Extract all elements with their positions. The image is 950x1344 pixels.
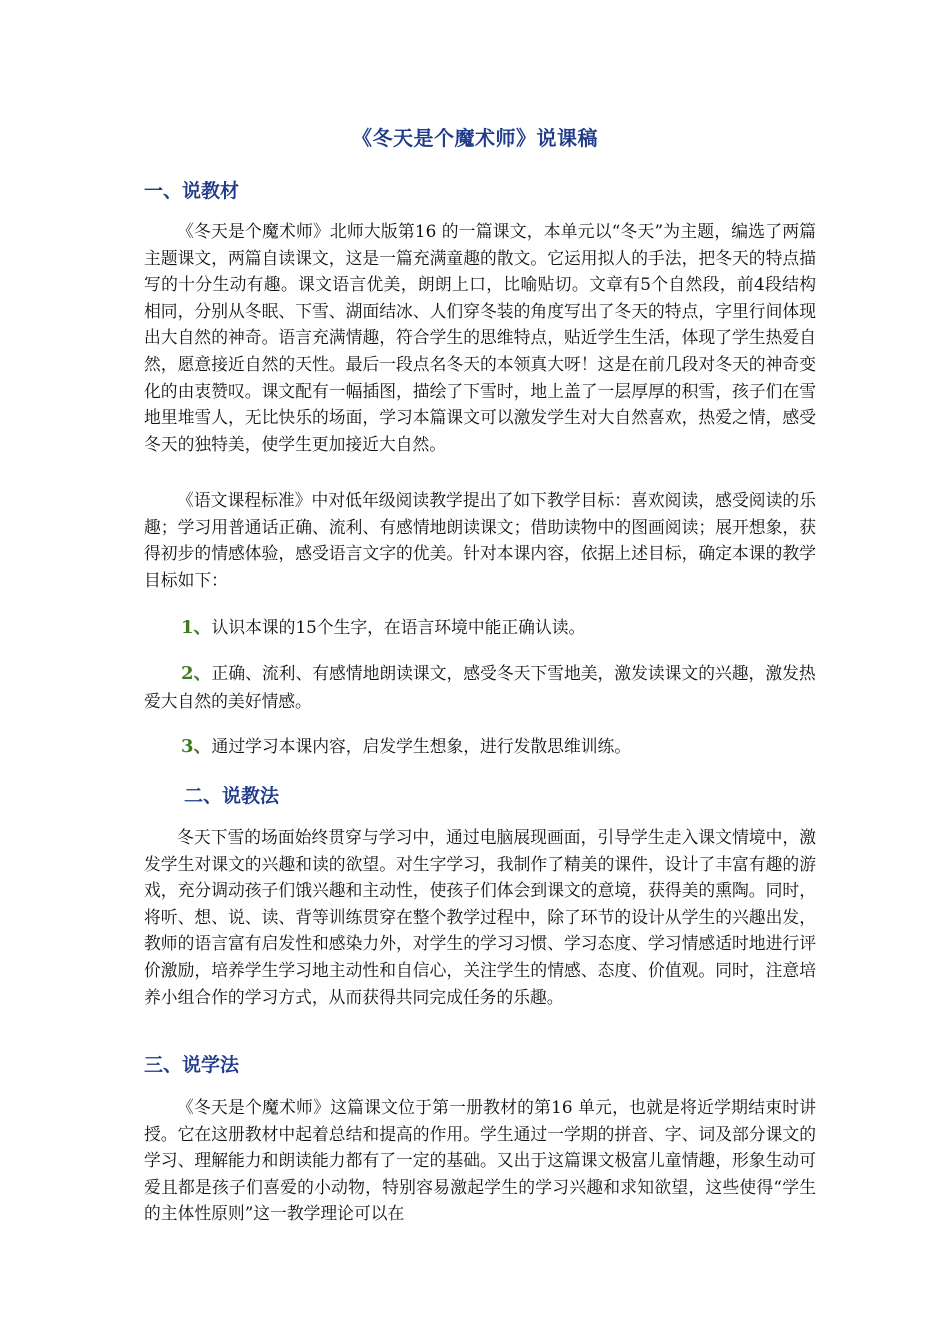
goal-item-3 bbox=[144, 733, 816, 761]
goal-text: 认识本课的15个生字，在语言环境中能正确认读。 bbox=[211, 617, 586, 637]
paragraph-curriculum-standard: 《语文课程标准》中对低年级阅读教学提出了如下教学目标：喜欢阅读，感受阅读的乐趣；学习用普通话正确、流利、有感情地朗读课文；借助读物中的图画阅读；展开想象，获得初步的情感体验，感受语言文字的优美。针对本课内容，依据上述目标，确定本课的教学目标如下： bbox=[144, 490, 816, 590]
goal-number: 3、 bbox=[181, 736, 212, 757]
paragraph-textbook-intro: 《冬天是个魔术师》北师大版第16 的一篇课文，本单元以“冬天”为主题，编选了两篇主题课文，两篇自读课文，这是一篇充满童趣的散文。它运用拟人的手法，把冬天的特点描写的十分生动有趣。课文语言优美，朗朗上口，比喻贴切。文章有5个自然段，前4段结构相同，分别从冬眠、下雪、湖面结冰、人们穿冬装的角度写出了冬天的特点，字里行间体现出大自然的神奇。语言充满情趣，符合学生的思维特点，贴近学生生活，体现了学生热爱自然，愿意接近自然的天性。最后一段点名冬天的本领真大呀！这是在前几段对冬天的神奇变化的由衷赞叹。课文配有一幅插图，描绘了下雪时，地上盖了一层厚厚的积雪，孩子们在雪地里堆雪人，无比快乐的场面，学习本篇课文可以激发学生对大自然喜欢，热爱之情，感受冬天的独特美，使学生更加接近大自然。 bbox=[144, 221, 816, 454]
paragraph-teaching-method: 冬天下雪的场面始终贯穿与学习中，通过电脑展现画面，引导学生走入课文情境中，激发学生对课文的兴趣和读的欲望。对生字学习，我制作了精美的课件，设计了丰富有趣的游戏，充分调动孩子们饿兴趣和主动性，使孩子们体会到课文的意境，获得美的熏陶。同时，将听、想、说、读、背等训练贯穿在整个教学过程中，除了环节的设计从学生的兴趣出发，教师的语言富有启发性和感染力外，对学生的学习习惯、学习态度、学习情感适时地进行评价激励，培养学生学习地主动性和自信心，关注学生的情感、态度、价值观。同时，注意培养小组合作的学习方式，从而获得共同完成任务的乐趣。 bbox=[144, 827, 816, 1007]
goal-text: 正确、流利、有感情地朗读课文，感受冬天下雪地美，激发读课文的兴趣，激发热爱大自然的美好情感。 bbox=[144, 663, 816, 711]
section-heading-textbook: 一、说教材 bbox=[144, 180, 240, 202]
goal-number: 2、 bbox=[181, 663, 212, 684]
goal-item-1 bbox=[144, 614, 816, 642]
goal-number: 1、 bbox=[181, 617, 212, 638]
goal-text: 通过学习本课内容，启发学生想象，进行发散思维训练。 bbox=[211, 736, 632, 756]
goal-item-2 bbox=[144, 660, 816, 714]
section-heading-learning-method: 三、说学法 bbox=[144, 1054, 240, 1076]
document-title: 《冬天是个魔术师》说课稿 bbox=[352, 126, 598, 150]
paragraph-learning-method: 《冬天是个魔术师》这篇课文位于第一册教材的第16 单元，也就是将近学期结束时讲授。它在这册教材中起着总结和提高的作用。学生通过一学期的拼音、字、词及部分课文的学习、理解能力和朗读能力都有了一定的基础。又出于这篇课文极富儿童情趣，形象生动可爱且都是孩子们喜爱的小动物，特别容易激起学生的学习兴趣和求知欲望，这些使得“学生的主体性原则”这一教学理论可以在 bbox=[144, 1097, 816, 1224]
section-heading-teaching-method: 二、说教法 bbox=[184, 785, 280, 807]
